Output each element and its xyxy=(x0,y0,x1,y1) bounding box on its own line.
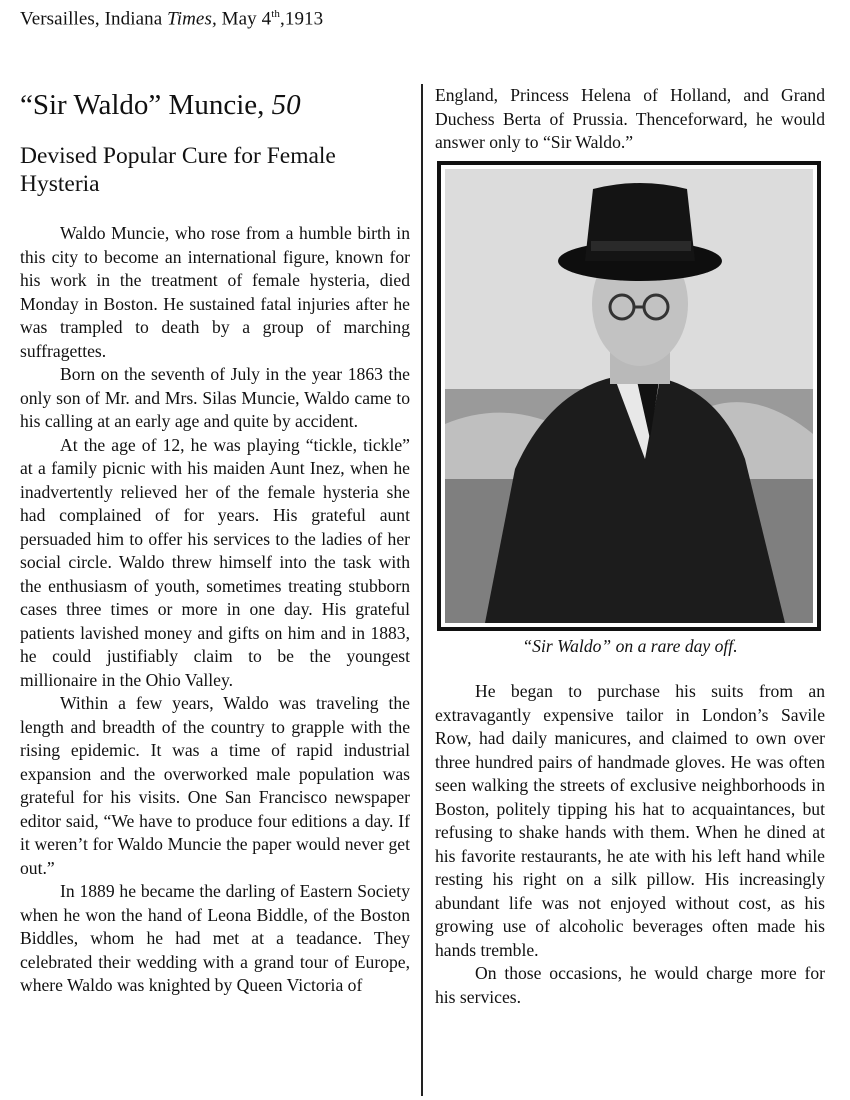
photo-caption: “Sir Waldo” on a rare day off. xyxy=(522,635,738,656)
left-column xyxy=(20,84,410,998)
article-paragraph: Born on the seventh of July in the year 1863 the only son of Mr. and Mrs. Silas Muncie, Waldo came to his calling at an early age and quite by accident. xyxy=(20,364,410,431)
article-paragraph: At the age of 12, he was playing “tickle, tickle” at a family picnic with his maiden Aunt Inez, when he inadvertently relieved her of the female hysteria she had complained of for years. His grateful aunt persuaded him to offer his services to the ladies of her social circle. Waldo threw himself into the task with the enthusiasm of youth, sometimes treating stubborn cases three times or more in one day. His grateful patients lavished money and gifts on him and in 1883, he could justifiably claim to be the youngest millionaire in the Ohio Valley. xyxy=(20,434,410,690)
masthead-year: ,1913 xyxy=(280,8,324,30)
right-column xyxy=(435,84,825,1009)
headline xyxy=(20,88,410,122)
masthead-place: Versailles, Indiana xyxy=(20,8,168,30)
masthead-paper: Times, xyxy=(167,8,217,30)
article-paragraph: Within a few years, Waldo was traveling the length and breadth of the country to grapple with the rising epidemic. It was a time of rapid industrial expansion and the overworked male population was grateful for his visits. One San Francisco newspaper editor said, “We have to produce four editions a day. If it weren’t for Waldo Muncie the paper would never get out.” xyxy=(20,693,410,878)
photo-frame xyxy=(437,161,821,631)
portrait-illustration xyxy=(445,169,813,623)
column-divider xyxy=(421,84,423,1096)
article-paragraph: On those occasions, he would charge more for his services. xyxy=(435,963,825,1007)
headline-name: “Sir Waldo” Muncie, xyxy=(20,89,272,121)
portrait-photo xyxy=(445,169,813,623)
article-paragraph: In 1889 he became the darling of Eastern Society when he won the hand of Leona Biddle, of the Boston Biddles, whom he had met at a teadance. They celebrated their wedding with a grand tour of Europe, where Waldo was knighted by Queen Victoria of xyxy=(20,881,410,995)
article-continuation: England, Princess Helena of Holland, and Grand Duchess Berta of Prussia. Thenceforward, he would answer only to “Sir Waldo.” xyxy=(435,85,825,152)
masthead-date-suffix: th xyxy=(271,8,280,20)
headline-age: 50 xyxy=(271,89,301,121)
masthead xyxy=(20,8,323,30)
masthead-date: May 4 xyxy=(216,8,272,30)
subheadline: Devised Popular Cure for Female Hysteria xyxy=(20,143,336,197)
article-paragraph: Waldo Muncie, who rose from a humble birth in this city to become an international figure, known for his work in the treatment of female hysteria, died Monday in Boston. He sustained fatal injuries after he was trampled to death by a group of marching suffragettes. xyxy=(20,223,410,361)
article-paragraph: He began to purchase his suits from an extravagantly expensive tailor in London’s Savile Row, had daily manicures, and claimed to own over three hundred pairs of handmade gloves. He was often seen walking the streets of exclusive neighborhoods in Boston, politely tipping his hat to acquaintances, but refusing to shake hands with them. When he dined at his favorite restaurants, he ate with his left hand while resting his right on a silk pillow. His increasingly abundant life was not enjoyed without cost, as his growing use of alcoholic beverages often made his hands tremble. xyxy=(435,681,825,960)
